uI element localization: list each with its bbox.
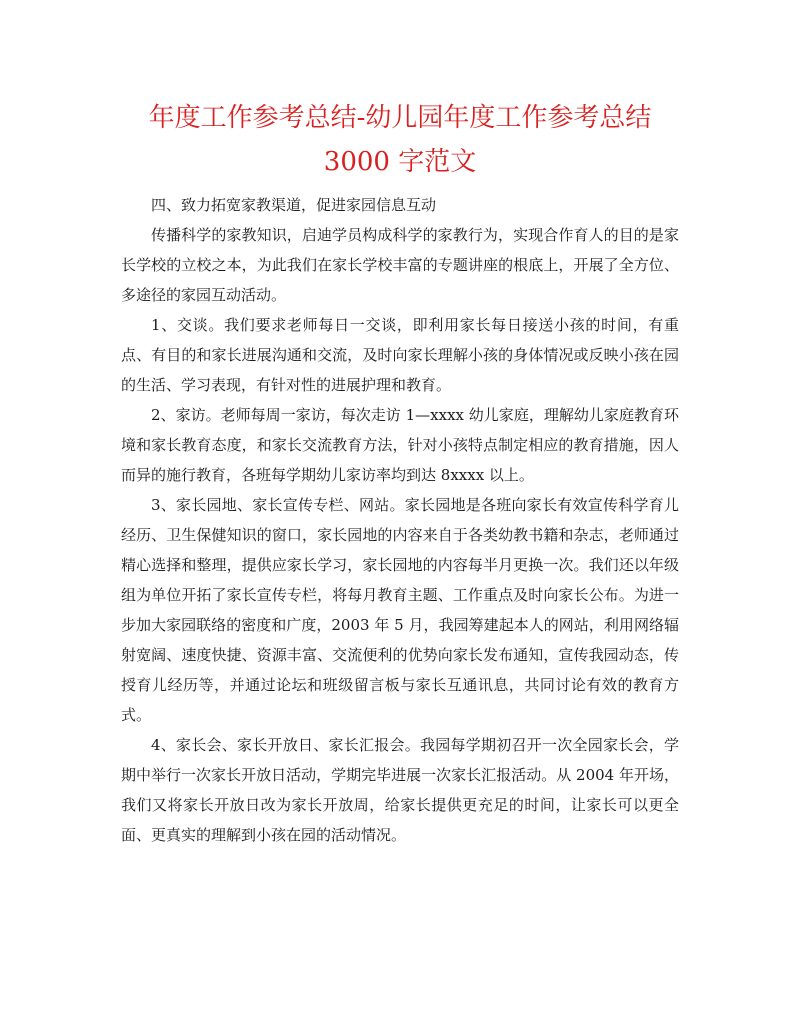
document-title xyxy=(121,96,679,184)
title-line-1: 年度工作参考总结-幼儿园年度工作参考总结 xyxy=(148,103,652,133)
paragraph-home-visit: 2、家访。老师每周一家访，每次走访 1—xxxx 幼儿家庭，理解幼儿家庭教育环境和家长教育态度，和家长交流教育方法，针对小孩特点制定相应的教育措施，因人而异的施行教育，各班每学期幼儿家访率均到达 8xxxx 以上。 xyxy=(121,406,679,484)
document-body xyxy=(121,190,679,850)
section-heading: 四、致力拓宽家教渠道，促进家园信息互动 xyxy=(151,196,437,214)
paragraph-intro: 传播科学的家教知识，启迪学员构成科学的家教行为，实现合作育人的目的是家长学校的立校之本，为此我们在家长学校丰富的专题讲座的根底上，开展了全方位、多途径的家园互动活动。 xyxy=(121,226,679,304)
paragraph-parent-board: 3、家长园地、家长宣传专栏、网站。家长园地是各班向家长有效宣传科学育儿经历、卫生保健知识的窗口，家长园地的内容来自于各类幼教书籍和杂志，老师通过精心选择和整理，提供应家长学习，家长园地的内容每半月更换一次。我们还以年级组为单位开拓了家长宣传专栏，将每月教育主题、工作重点及时向家长公布。为进一步加大家园联络的密度和广度，2003 年 5 月，我园筹建起本人的网站，利用网络辐射宽阔、速度快捷、资源丰富、交流便利的优势向家长发布通知，宣传我园动态，传授育儿经历等，并通过论坛和班级留言板与家长互通讯息，共同讨论有效的教育方式。 xyxy=(121,496,679,724)
paragraph-parent-meeting: 4、家长会、家长开放日、家长汇报会。我园每学期初召开一次全园家长会，学期中举行一次家长开放日活动，学期完毕进展一次家长汇报活动。从 2004 年开场，我们又将家长开放日改为家长开放周，给家长提供更充足的时间，让家长可以更全面、更真实的理解到小孩在园的活动情况。 xyxy=(121,736,679,844)
paragraph-talk: 1、交谈。我们要求老师每日一交谈，即利用家长每日接送小孩的时间，有重点、有目的和家长进展沟通和交流，及时向家长理解小孩的身体情况或反映小孩在园的生活、学习表现，有针对性的进展护理和教育。 xyxy=(121,316,679,394)
title-line-2: 3000 字范文 xyxy=(323,147,477,177)
